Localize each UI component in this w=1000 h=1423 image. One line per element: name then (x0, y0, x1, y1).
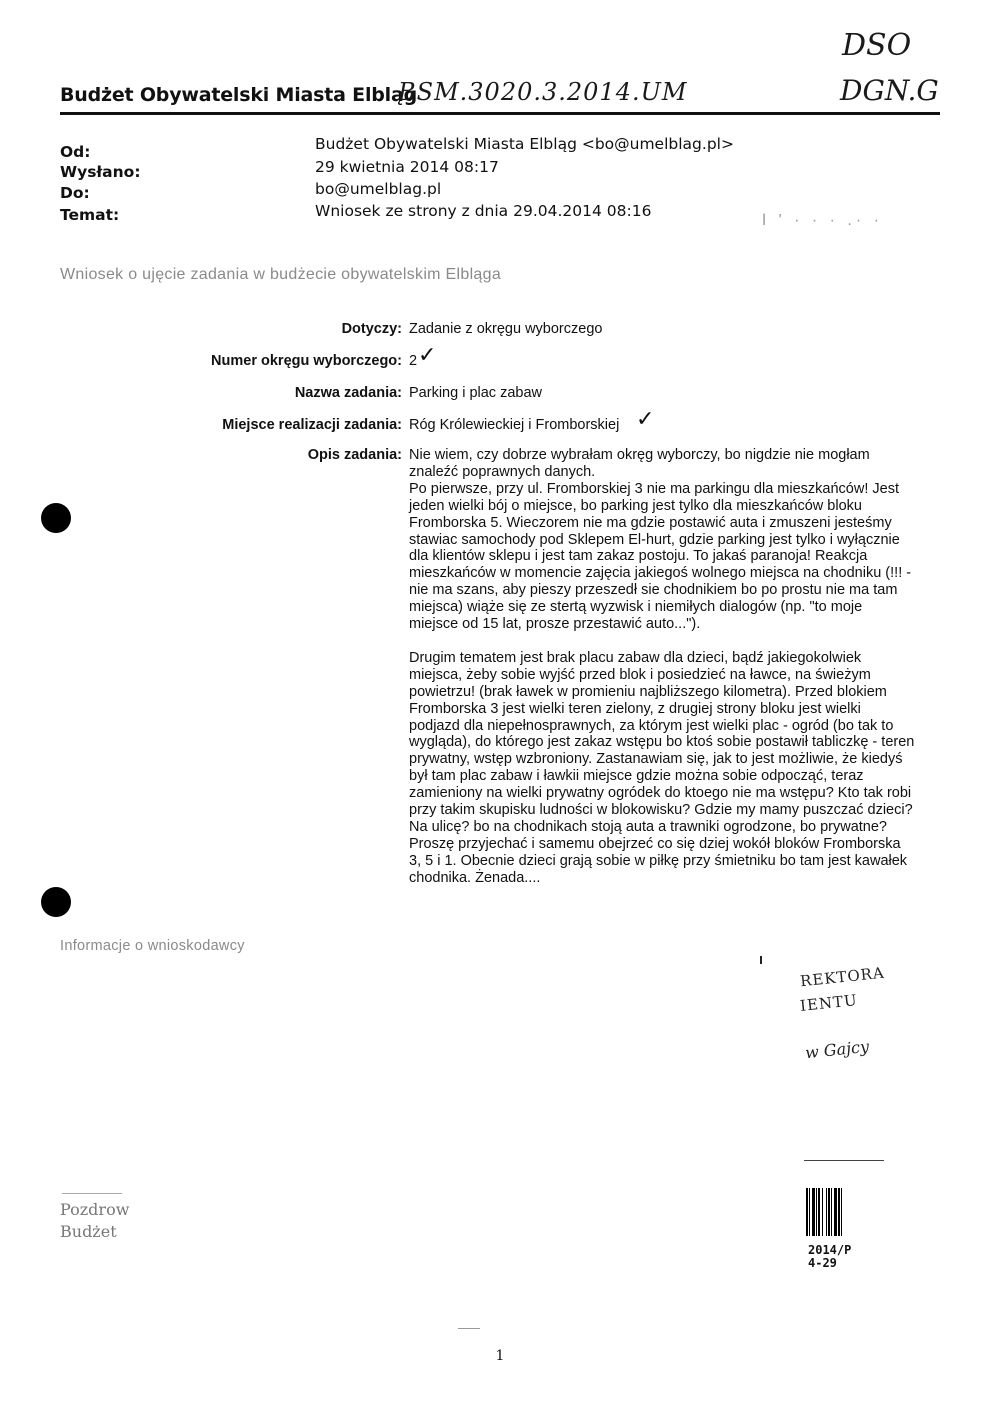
to-label: Do: (60, 184, 90, 202)
barcode (806, 1188, 862, 1236)
task-name-label: Nazwa zadania: (294, 385, 402, 401)
faint-scribble-mark: ǀ ' · · · .· · (762, 212, 883, 229)
stamp-line-1: REKTORA (799, 963, 886, 991)
check-mark-icon: ✓ (418, 343, 437, 368)
header-divider (60, 112, 940, 115)
district-number-label: Numer okręgu wyborczego: (211, 353, 402, 369)
task-name-value: Parking i plac zabaw (409, 385, 542, 401)
from-value: Budżet Obywatelski Miasta Elbląg <bo@umelblag.pl> (315, 135, 734, 153)
subject-value: Wniosek ze strony z dnia 29.04.2014 08:16 (315, 202, 652, 220)
to-value: bo@umelblag.pl (315, 180, 442, 198)
barcode-label: 2014/P 4-29 (808, 1243, 852, 1270)
description-text: Nie wiem, czy dobrze wybrałam okręg wyborczy, bo nigdzie nie mogłam znaleźć poprawnych danych. Po pierwsze, przy ul. Fromborskiej 3 nie ma parkingu dla mieszkańców! Jest jeden wielki bój o miejsce, bo parking jest tylko dla mieszkańców bloku Fromborska 5. Wieczorem nie ma gdzie postawić auta i zmuszeni jesteśmy stawiac samochody pod Sklepem El-hurt, gdzie parking jest tylko i wyłącznie dla klientów sklepu i jest tam zakaz postoju. To jakaś paranoja! Reakcja mieszkańców w momencie zajęcia jakiegoś wolnego miejsca na chodniku (!!! - nie ma szans, aby pieszy przeszedł sie chodnikiem bo po prostu nie ma tam miejsca) wiąże się ze stertą wyzwisk i niemiłych dialogów (np. "to moje miejsce od 15 lat, prosze przestawić auto..."). Drugim tematem jest brak placu zabaw dla dzieci, bądź jakiegokolwiek miejsca, żeby sobie wyjść przed blok i posiedzieć na ławce, na świeżym powietrzu! (brak ławek w promieniu najbliższego kilometra). Przed blokiem Fromborska 3 jest wielki teren zielony, z drugiej strony bloku jest wielki podjazd dla niepełnosprawnych, za którym jest wielki plac - ogród (bo tak to wygląda), do którego jest zakaz wstępu bo ktoś sobie postawił tabliczkę - teren prywatny, wstęp wzbroniony. Zastanawiam się, jak to jest możliwie, że kiedyś był tam plac zabaw i ławkii miejsce gdzie można sobie odpocząć, teraz zamieniony na wielki prywatny ogródek do ktoego nie ma wstępu? Kto tak robi przy takim skupisku ludności w blokowisku? Gdzie my mamy puszczać dzieci? Na ulicę? bo na chodnikach stoją auta a trawniki ogrodzone, bo prywatne? Proszę przyjechać i samemu obejrzeć co się dziej wokół bloków Fromborska 3, 5 i 1. Obecnie dzieci grają sobie w piłkę przy śmietniku bo tam jest kawałek chodnika. Żenada.... (409, 447, 915, 886)
location-value: Róg Królewieckiej i Fromborskiej (409, 417, 620, 433)
sent-label: Wysłano: (60, 163, 141, 181)
topic-label: Dotyczy: (341, 321, 402, 337)
location-label: Miejsce realizacji zadania: (222, 417, 402, 433)
applicant-heading: Informacje o wnioskodawcy (60, 938, 245, 954)
barcode-bar (842, 1188, 844, 1236)
signoff-divider (62, 1193, 122, 1194)
district-number-value: 2 (409, 353, 418, 369)
handwritten-routing-mark: DGN.G (840, 74, 939, 107)
signoff-sender: Budżet (60, 1222, 117, 1241)
signature-line (804, 1160, 884, 1161)
page-number: 1 (495, 1348, 505, 1364)
description-label: Opis zadania: (307, 447, 402, 463)
request-heading: Wniosek o ujęcie zadania w budżecie obywatelskim Elbląga (60, 266, 502, 283)
topic-value: Zadanie z okręgu wyborczego (409, 321, 603, 337)
subject-label: Temat: (60, 206, 120, 224)
stamp-line-2: IENTU (799, 991, 859, 1015)
from-label: Od: (60, 143, 91, 161)
punch-hole (41, 887, 71, 917)
organization-title: Budżet Obywatelski Miasta Elbląg (60, 84, 418, 106)
stamp-tick (760, 956, 762, 964)
footer-dash (458, 1328, 480, 1329)
sent-value: 29 kwietnia 2014 08:17 (315, 158, 499, 176)
handwritten-case-number: BSM.3020.3.2014.UM (398, 78, 688, 106)
punch-hole (41, 503, 71, 533)
stamp-line-3: w Gajcy (804, 1036, 870, 1063)
signoff-greeting: Pozdrow (60, 1200, 130, 1219)
check-mark-icon: ✓ (636, 407, 655, 432)
handwritten-department-mark: DSO (842, 28, 912, 63)
